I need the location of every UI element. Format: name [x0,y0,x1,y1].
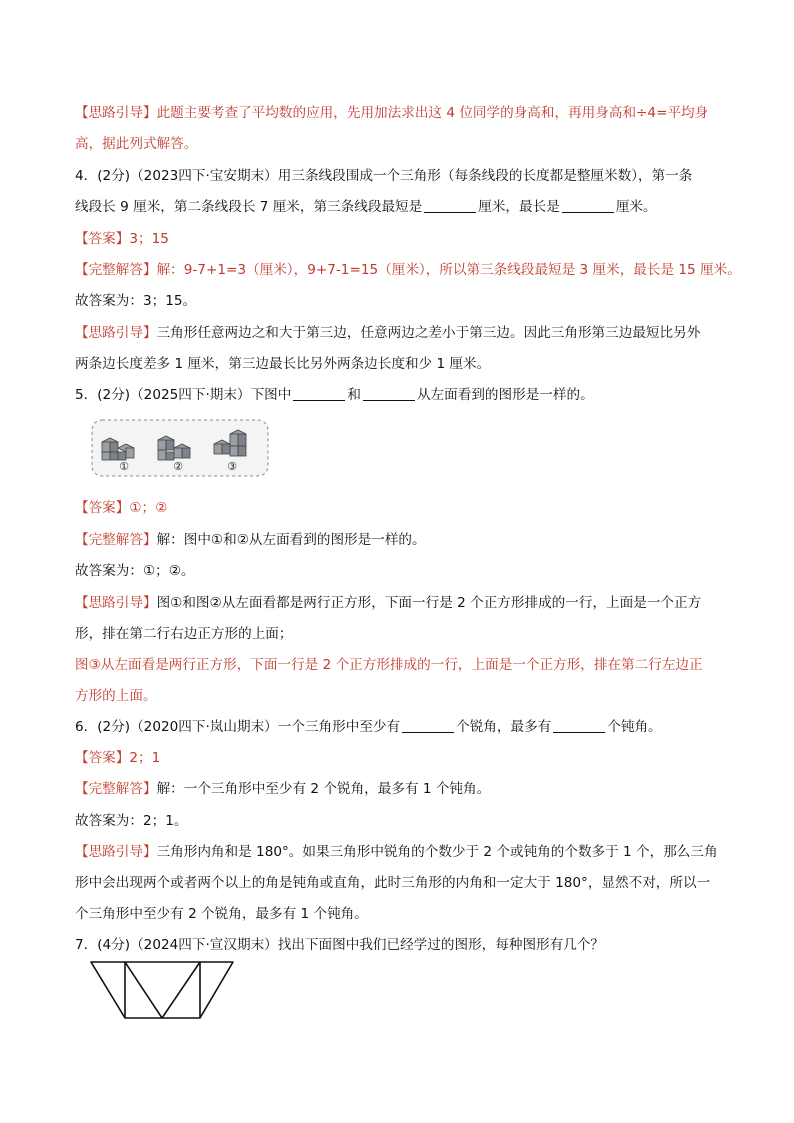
tip-label: 【思路引导】 [75,844,157,860]
q5-cube-figure [90,418,270,478]
answer-label: 【答案】 [75,500,130,516]
q5-blank-2 [363,386,415,401]
tip-label: 【思路引导】 [75,325,157,341]
q6-tip-line2: 形中会出现两个或者两个以上的角是钝角或直角，此时三角形的内角和一定大于 180°，显然不对，所以一 [75,875,711,891]
q3-tip-line1 [75,103,708,123]
q5-answer-value: ①；② [129,500,168,516]
q4-tip-line2: 两条边长度差多 1 厘米，第三边最长比另外两条边长度和少 1 厘米。 [75,356,491,372]
figure-label-3: ③ [227,460,237,473]
q4-solution [75,260,741,280]
q4-therefore: 故答案为：3；15。 [75,293,197,309]
q6-therefore: 故答案为：2；1。 [75,813,188,829]
tip-label: 【思路引导】 [75,105,157,121]
q4-answer [75,229,169,249]
answer-label: 【答案】 [75,231,130,247]
q5-tip-line4: 方形的上面。 [75,688,157,704]
q5-solution-text: 解：图中①和②从左面看到的图形是一样的。 [156,532,426,548]
trapezoid-outline [91,962,233,1018]
q4-blank-2 [562,198,614,213]
trapezoid-divider-3 [162,962,200,1018]
q4-stem-line2 [75,197,657,217]
q4-stem-line1: 4．(2分)（2023四下·宝安期末）用三条线段围成一个三角形（每条线段的长度都是整厘米数），第一条 [75,168,693,184]
q4-answer-value: 3；15 [129,231,169,247]
q5-tip-line3: 图③从左面看是两行正方形，下面一行是 2 个正方形排成的一行，上面是一个正方形，排在第二行左边正 [75,657,703,673]
q6-answer-value: 2；1 [129,750,161,766]
q5-stem-part3: 从左面看到的图形是一样的。 [416,387,594,403]
q4-tip-text1: 三角形任意两边之和大于第三边，任意两边之差小于第三边。因此三角形第三边最短比另外 [156,325,701,341]
q6-blank-1 [402,718,454,733]
q6-stem-part1: 6．(2分)（2020四下·岚山期末）一个三角形中至少有 [75,719,401,735]
q7-stem: 7．(4分)（2024四下·宣汉期末）找出下面图中我们已经学过的图形，每种图形有几个？ [75,937,605,953]
q6-tip-line3: 个三角形中至少有 2 个锐角，最多有 1 个钝角。 [75,906,368,922]
q5-blank-1 [293,386,345,401]
q5-tip-line2: 形，排在第二行右边正方形的上面； [75,626,293,642]
q6-solution-text: 解：一个三角形中至少有 2 个锐角，最多有 1 个钝角。 [156,781,491,797]
solution-label: 【完整解答】 [75,781,157,797]
q6-tip-line1 [75,842,718,862]
solution-label: 【完整解答】 [75,532,157,548]
q6-stem-part2: 个锐角，最多有 [456,719,552,735]
q5-stem-part1: 5．(2分)（2025四下·期末）下图中 [75,387,292,403]
q6-stem [75,717,662,737]
q7-trapezoid-figure [88,960,238,1022]
q4-blank-1 [424,198,476,213]
q4-stem-part3: 厘米。 [615,199,657,215]
q4-tip-line1 [75,323,700,343]
solution-label: 【完整解答】 [75,262,157,278]
q4-solution-text: 解：9-7+1=3（厘米），9+7-1=15（厘米），所以第三条线段最短是 3 厘米，最长是 15 厘米。 [156,262,741,278]
answer-label: 【答案】 [75,750,130,766]
q6-stem-part3: 个钝角。 [607,719,662,735]
q3-tip-line2: 高，据此列式解答。 [75,136,198,152]
q5-stem-part2: 和 [347,387,361,403]
q6-blank-2 [553,718,605,733]
q4-stem-part2: 厘米，最长是 [478,199,560,215]
q5-answer [75,498,167,518]
q5-therefore: 故答案为：①；②。 [75,563,195,579]
q5-stem [75,385,594,405]
q6-answer [75,748,160,768]
q6-solution [75,779,490,799]
figure-label-1: ① [119,460,129,473]
q5-solution [75,530,426,550]
q5-tip-text1: 图①和图②从左面看都是两行正方形，下面一行是 2 个正方形排成的一行，上面是一个正方 [156,595,702,611]
trapezoid-divider-2 [125,962,162,1018]
tip-label: 【思路引导】 [75,595,157,611]
q3-tip-text: 此题主要考查了平均数的应用，先用加法求出这 4 位同学的身高和，再用身高和÷4=平均身 [156,105,709,121]
figure-label-2: ② [173,460,183,473]
q4-stem-part1: 线段长 9 厘米，第二条线段长 7 厘米，第三条线段最短是 [75,199,423,215]
q5-tip-line1 [75,593,701,613]
q6-tip-text1: 三角形内角和是 180°。如果三角形中锐角的个数少于 2 个或钝角的个数多于 1 个，那么三角 [156,844,718,860]
